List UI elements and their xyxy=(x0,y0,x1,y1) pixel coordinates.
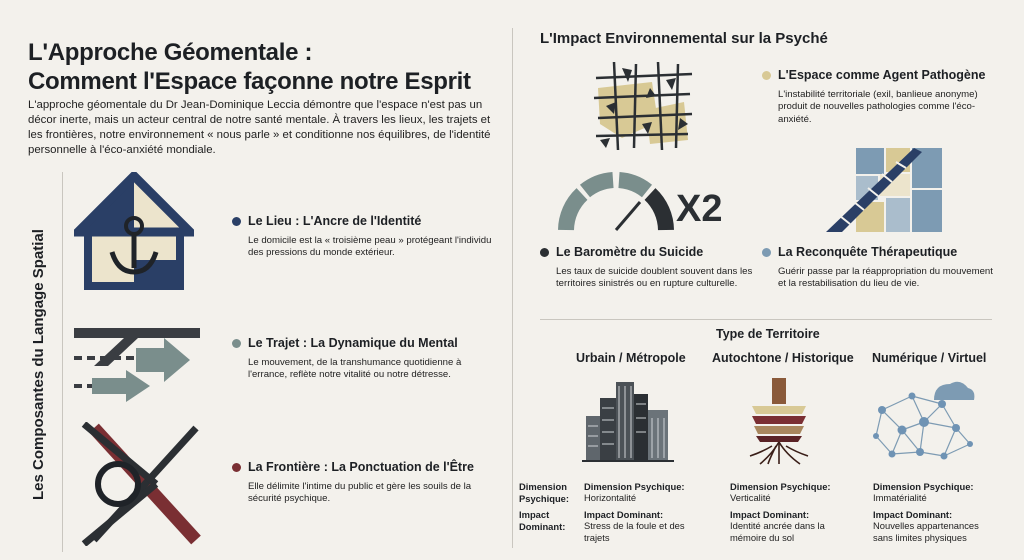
right-horizontal-divider xyxy=(540,319,992,320)
fragmented-space-icon xyxy=(592,60,696,152)
rooted-layers-icon xyxy=(742,376,816,466)
numerique-impact-value: Nouvelles appartenances sans limites physiques xyxy=(873,520,979,543)
component-trajet-title xyxy=(232,336,458,350)
impact-suicide-desc: Les taux de suicide doublent souvent dans les territoires sinistrés ou en rupture culturelle. xyxy=(556,266,753,290)
column-numerique-title: Numérique / Virtuel xyxy=(872,351,987,365)
slate-dot-icon xyxy=(232,339,241,348)
numerique-dimension-value: Immatérialité xyxy=(873,492,927,503)
component-frontiere-label: La Frontière : La Ponctuation de l'Être xyxy=(248,460,474,474)
navy-dot-icon xyxy=(232,217,241,226)
column-urbain-title: Urbain / Métropole xyxy=(576,351,686,365)
sand-dot-icon xyxy=(762,71,771,80)
impact-reconquete-title xyxy=(762,245,957,259)
suicide-gauge-icon xyxy=(556,172,676,234)
urbain-impact-label: Impact Dominant: xyxy=(584,509,664,520)
component-lieu-label: Le Lieu : L'Ancre de l'Identité xyxy=(248,214,422,228)
page-title-line1: L'Approche Géomentale : xyxy=(28,39,313,66)
header xyxy=(28,38,498,96)
autochtone-impact-label: Impact Dominant: xyxy=(730,509,810,520)
table-header: Type de Territoire xyxy=(716,327,820,341)
component-trajet-desc: Le mouvement, de la transhumance quotidienne à l'errance, reflète notre vitalité ou notre détresse. xyxy=(248,357,462,381)
impact-reconquete-label: La Reconquête Thérapeutique xyxy=(778,245,958,259)
center-divider xyxy=(512,28,513,548)
gauge-multiplier: X2 xyxy=(676,188,723,230)
trajectory-arrows-icon xyxy=(72,322,202,404)
autochtone-impact-value: Identité ancrée dans la mémoire du sol xyxy=(730,520,825,543)
component-trajet-label: Le Trajet : La Dynamique du Mental xyxy=(248,336,458,350)
numerique-impact-label: Impact Dominant: xyxy=(873,509,953,520)
intro-paragraph: L'approche géomentale du Dr Jean-Dominique Leccia démontre que l'espace n'est pas un décor inerte, mais un acteur central de notre santé mentale. À travers les lieux, les trajets et les frontières, notre environnement « nous parle » et conditionne nos équilibres, de l'identité personnelle à l'éco-anxiété mondiale. xyxy=(28,99,491,156)
component-frontiere-desc: Elle délimite l'intime du public et gère les souils de la sécurité psychique. xyxy=(248,481,472,505)
impact-pathogene-label: L'Espace comme Agent Pathogène xyxy=(778,68,986,82)
urbain-impact-value: Stress de la foule et des trajets xyxy=(584,520,685,543)
autochtone-dimension-label: Dimension Psychique: xyxy=(730,481,831,492)
right-section-title: L'Impact Environnemental sur la Psyché xyxy=(540,30,828,47)
burgundy-dot-icon xyxy=(232,463,241,472)
page-title-line2: Comment l'Espace façonne notre Esprit xyxy=(28,68,471,95)
impact-pathogene-desc: L'instabilité territoriale (exil, banlieue anonyme) produit de nouvelles pathologies comme l'éco-anxiété. xyxy=(778,89,978,125)
component-lieu-title xyxy=(232,214,421,228)
house-anchor-icon xyxy=(74,172,194,292)
numerique-dimension-label: Dimension Psychique: xyxy=(873,481,974,492)
impact-pathogene-title xyxy=(762,68,985,82)
autochtone-dimension-value: Verticalité xyxy=(730,492,771,503)
urbain-dimension-label: Dimension Psychique: xyxy=(584,481,685,492)
row-label-impact: Impact Dominant: xyxy=(519,509,566,532)
sky-dot-icon xyxy=(762,248,771,257)
frontier-cross-icon xyxy=(76,422,202,546)
impact-suicide-label: Le Baromètre du Suicide xyxy=(556,245,704,259)
urbain-dimension-value: Horizontalité xyxy=(584,492,637,503)
impact-reconquete-desc: Guérir passe par la réappropriation du mouvement et la restabilisation du lieu de vie. xyxy=(778,266,993,290)
column-autochtone-title: Autochtone / Historique xyxy=(712,351,854,365)
therapeutic-path-icon xyxy=(826,146,944,234)
impact-suicide-title xyxy=(540,245,703,259)
component-frontiere-title xyxy=(232,460,474,474)
component-lieu-desc: Le domicile est la « troisième peau » protégeant l'individu des pressions du monde extérieur. xyxy=(248,235,492,259)
row-label-dimension: Dimension Psychique: xyxy=(519,481,570,504)
dark-dot-icon xyxy=(540,248,549,257)
left-section-title: Les Composantes du Langage Spatial xyxy=(30,229,47,500)
city-skyline-icon xyxy=(582,376,674,462)
left-divider xyxy=(62,172,63,552)
network-cloud-icon xyxy=(872,374,976,468)
